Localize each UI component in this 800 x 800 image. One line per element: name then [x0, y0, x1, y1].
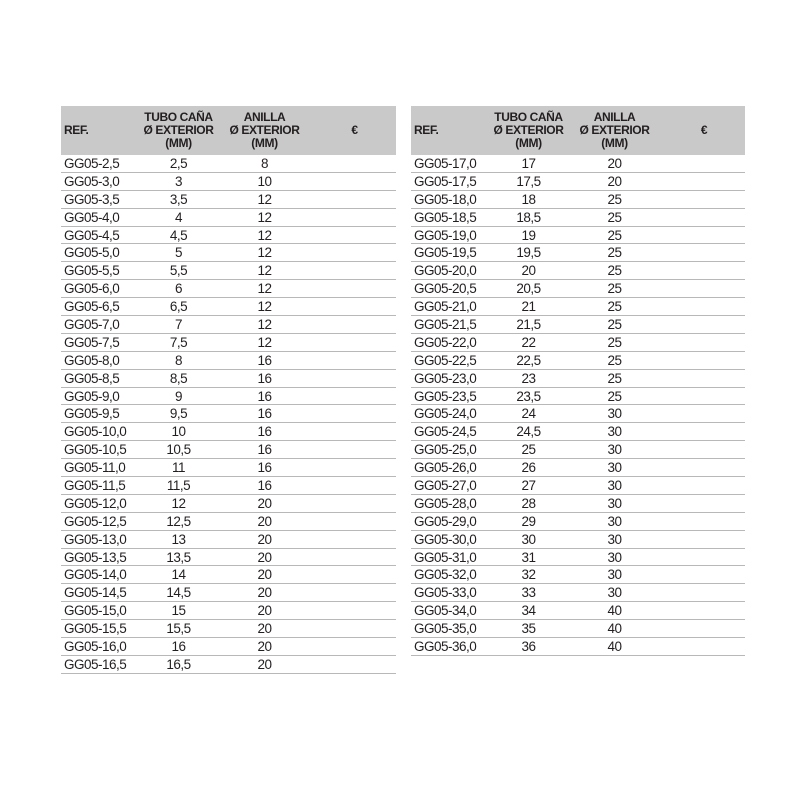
cell-tubo: 19,5 [516, 245, 541, 261]
cell-anilla: 40 [607, 638, 622, 654]
table-row [411, 459, 745, 477]
table-row [411, 352, 745, 370]
table-header [61, 106, 396, 155]
table-row [61, 173, 396, 191]
table-row [411, 620, 745, 638]
table-row [411, 316, 745, 334]
table-row [61, 513, 396, 531]
cell-ref: GG05-12,5 [64, 513, 127, 529]
table-row [411, 280, 745, 298]
cell-tubo: 2,5 [169, 155, 188, 171]
price-table-left [61, 106, 396, 674]
cell-anilla: 16 [257, 477, 272, 493]
cell-anilla: 20 [257, 567, 272, 583]
cell-anilla: 30 [607, 406, 622, 422]
cell-anilla: 20 [257, 513, 272, 529]
table-row [61, 459, 396, 477]
cell-anilla: 25 [607, 352, 622, 368]
table-row [411, 227, 745, 245]
cell-ref: GG05-27,0 [414, 477, 477, 493]
cell-tubo: 21,5 [516, 316, 541, 332]
cell-anilla: 25 [607, 388, 622, 404]
cell-ref: GG05-17,5 [414, 173, 477, 189]
table-row [411, 298, 745, 316]
cell-ref: GG05-13,5 [64, 549, 127, 565]
cell-tubo: 4 [174, 209, 182, 225]
cell-ref: GG05-16,0 [64, 638, 127, 654]
cell-anilla: 30 [607, 585, 622, 601]
cell-ref: GG05-21,0 [414, 299, 477, 315]
cell-anilla: 16 [257, 370, 272, 386]
cell-ref: GG05-11,0 [64, 460, 126, 476]
cell-tubo: 17,5 [516, 173, 541, 189]
cell-anilla: 40 [607, 621, 622, 637]
header-ref: REF. [414, 123, 439, 137]
cell-ref: GG05-3,0 [64, 173, 120, 189]
cell-ref: GG05-20,5 [414, 281, 477, 297]
cell-anilla: 12 [257, 191, 272, 207]
cell-ref: GG05-5,5 [64, 263, 120, 279]
cell-anilla: 20 [257, 656, 272, 672]
cell-anilla: 20 [257, 603, 272, 619]
cell-ref: GG05-15,5 [64, 621, 127, 637]
cell-tubo: 6,5 [169, 299, 188, 315]
cell-anilla: 30 [607, 460, 622, 476]
header-ref: REF. [64, 123, 89, 137]
cell-anilla: 12 [257, 209, 272, 225]
cell-tubo: 11 [171, 460, 185, 476]
cell-anilla: 20 [257, 638, 272, 654]
table-row [61, 334, 396, 352]
table-row [61, 370, 396, 388]
cell-anilla: 12 [257, 245, 272, 261]
cell-anilla: 12 [257, 299, 272, 315]
cell-ref: GG05-12,0 [64, 495, 127, 511]
cell-tubo: 9 [174, 388, 182, 404]
cell-anilla: 25 [607, 263, 622, 279]
cell-tubo: 22 [521, 334, 536, 350]
cell-anilla: 30 [607, 513, 622, 529]
cell-tubo: 7 [174, 316, 182, 332]
table-row [411, 602, 745, 620]
table-row [411, 441, 745, 459]
cell-ref: GG05-22,5 [414, 352, 477, 368]
cell-tubo: 9,5 [169, 406, 188, 422]
cell-ref: GG05-32,0 [414, 567, 477, 583]
cell-anilla: 16 [257, 442, 272, 458]
cell-tubo: 6 [174, 281, 182, 297]
cell-ref: GG05-10,5 [64, 442, 127, 458]
header-tubo: TUBO CAÑA Ø EXTERIOR (MM) [493, 110, 564, 150]
cell-tubo: 13 [171, 531, 186, 547]
cell-anilla: 30 [607, 567, 622, 583]
cell-anilla: 30 [607, 424, 622, 440]
cell-ref: GG05-21,5 [414, 316, 477, 332]
table-row [411, 495, 745, 513]
table-row [411, 477, 745, 495]
price-table-right [411, 106, 745, 656]
cell-tubo: 15,5 [166, 621, 191, 637]
cell-tubo: 4,5 [169, 227, 188, 243]
cell-tubo: 11,5 [166, 477, 191, 493]
cell-ref: GG05-28,0 [414, 495, 477, 511]
cell-ref: GG05-5,0 [64, 245, 120, 261]
cell-anilla: 16 [257, 460, 272, 476]
cell-ref: GG05-4,5 [64, 227, 120, 243]
cell-anilla: 30 [607, 495, 622, 511]
cell-anilla: 20 [257, 549, 272, 565]
cell-tubo: 10 [171, 424, 186, 440]
cell-anilla: 16 [257, 406, 272, 422]
cell-tubo: 8,5 [169, 370, 188, 386]
cell-ref: GG05-26,0 [414, 460, 477, 476]
table-row [411, 155, 745, 173]
cell-ref: GG05-9,5 [64, 406, 120, 422]
cell-tubo: 12,5 [166, 513, 191, 529]
table-row [61, 549, 396, 567]
cell-tubo: 16 [171, 638, 186, 654]
header-eur: € [351, 123, 358, 137]
cell-anilla: 25 [607, 191, 622, 207]
cell-tubo: 23 [521, 370, 536, 386]
cell-tubo: 36 [521, 638, 536, 654]
cell-anilla: 25 [607, 334, 622, 350]
table-row [61, 405, 396, 423]
table-row [411, 549, 745, 567]
cell-tubo: 5 [174, 245, 182, 261]
cell-anilla: 25 [607, 209, 622, 225]
cell-tubo: 24,5 [516, 424, 541, 440]
table-row [61, 656, 396, 674]
cell-tubo: 16,5 [166, 656, 191, 672]
cell-ref: GG05-14,0 [64, 567, 127, 583]
table-row [61, 477, 396, 495]
cell-ref: GG05-33,0 [414, 585, 477, 601]
cell-anilla: 12 [257, 263, 272, 279]
cell-tubo: 22,5 [516, 352, 541, 368]
cell-ref: GG05-13,0 [64, 531, 127, 547]
cell-tubo: 35 [521, 621, 536, 637]
table-row [61, 495, 396, 513]
table-row [411, 209, 745, 227]
cell-ref: GG05-22,0 [414, 334, 477, 350]
table-row [61, 638, 396, 656]
cell-anilla: 25 [607, 227, 622, 243]
cell-tubo: 12 [171, 495, 186, 511]
table-row [411, 173, 745, 191]
table-row [61, 244, 396, 262]
cell-anilla: 30 [607, 549, 622, 565]
cell-ref: GG05-9,0 [64, 388, 120, 404]
cell-tubo: 3,5 [169, 191, 188, 207]
cell-anilla: 30 [607, 531, 622, 547]
table-row [61, 602, 396, 620]
cell-ref: GG05-24,5 [414, 424, 477, 440]
table-row [61, 155, 396, 173]
cell-tubo: 7,5 [169, 334, 188, 350]
table-row [411, 191, 745, 209]
cell-anilla: 8 [260, 155, 268, 171]
table-row [61, 352, 396, 370]
table-row [411, 334, 745, 352]
cell-ref: GG05-19,0 [414, 227, 477, 243]
cell-tubo: 18 [521, 191, 536, 207]
cell-tubo: 30 [521, 531, 536, 547]
cell-ref: GG05-6,5 [64, 299, 120, 315]
cell-anilla: 30 [607, 477, 622, 493]
cell-tubo: 3 [174, 173, 182, 189]
header-tubo: TUBO CAÑA Ø EXTERIOR (MM) [143, 110, 214, 150]
cell-ref: GG05-20,0 [414, 263, 477, 279]
cell-ref: GG05-11,5 [64, 477, 126, 493]
cell-anilla: 12 [257, 227, 272, 243]
header-anilla: ANILLA Ø EXTERIOR (MM) [579, 110, 650, 150]
cell-ref: GG05-14,5 [64, 585, 127, 601]
cell-ref: GG05-25,0 [414, 442, 477, 458]
cell-tubo: 33 [521, 585, 536, 601]
cell-ref: GG05-24,0 [414, 406, 477, 422]
cell-tubo: 24 [521, 406, 536, 422]
cell-anilla: 40 [607, 603, 622, 619]
cell-tubo: 21 [521, 299, 536, 315]
cell-ref: GG05-16,5 [64, 656, 127, 672]
cell-anilla: 25 [607, 370, 622, 386]
table-row [411, 566, 745, 584]
table-row [61, 280, 396, 298]
cell-tubo: 20 [521, 263, 536, 279]
table-row [411, 513, 745, 531]
table-row [411, 405, 745, 423]
cell-ref: GG05-4,0 [64, 209, 120, 225]
cell-ref: GG05-10,0 [64, 424, 127, 440]
table-row [61, 423, 396, 441]
cell-tubo: 34 [521, 603, 536, 619]
table-row [61, 566, 396, 584]
cell-tubo: 23,5 [516, 388, 541, 404]
table-row [61, 209, 396, 227]
cell-anilla: 16 [257, 424, 272, 440]
cell-tubo: 10,5 [166, 442, 191, 458]
table-row [61, 191, 396, 209]
table-row [411, 388, 745, 406]
cell-ref: GG05-18,5 [414, 209, 477, 225]
cell-ref: GG05-3,5 [64, 191, 120, 207]
cell-anilla: 20 [257, 621, 272, 637]
cell-tubo: 27 [521, 477, 536, 493]
table-row [61, 298, 396, 316]
cell-anilla: 12 [257, 334, 272, 350]
cell-anilla: 25 [607, 299, 622, 315]
cell-ref: GG05-34,0 [414, 603, 477, 619]
cell-tubo: 8 [174, 352, 182, 368]
cell-anilla: 25 [607, 281, 622, 297]
cell-tubo: 18,5 [516, 209, 541, 225]
table-body [61, 155, 396, 674]
cell-tubo: 5,5 [169, 263, 188, 279]
cell-tubo: 28 [521, 495, 536, 511]
table-row [411, 370, 745, 388]
cell-ref: GG05-19,5 [414, 245, 477, 261]
table-row [61, 441, 396, 459]
cell-anilla: 20 [257, 531, 272, 547]
cell-tubo: 20,5 [516, 281, 541, 297]
cell-ref: GG05-36,0 [414, 638, 477, 654]
cell-ref: GG05-30,0 [414, 531, 477, 547]
cell-tubo: 14 [171, 567, 186, 583]
cell-anilla: 25 [607, 316, 622, 332]
cell-ref: GG05-2,5 [64, 155, 120, 171]
cell-tubo: 14,5 [166, 585, 191, 601]
cell-tubo: 31 [521, 549, 536, 565]
table-row [411, 638, 745, 656]
table-row [411, 584, 745, 602]
cell-ref: GG05-23,0 [414, 370, 477, 386]
table-row [61, 531, 396, 549]
cell-ref: GG05-29,0 [414, 513, 477, 529]
cell-ref: GG05-8,5 [64, 370, 120, 386]
cell-anilla: 12 [257, 281, 272, 297]
table-row [411, 244, 745, 262]
cell-ref: GG05-15,0 [64, 603, 127, 619]
table-row [61, 227, 396, 245]
table-row [61, 584, 396, 602]
cell-anilla: 16 [257, 352, 272, 368]
cell-ref: GG05-35,0 [414, 621, 477, 637]
header-anilla: ANILLA Ø EXTERIOR (MM) [229, 110, 300, 150]
cell-tubo: 32 [521, 567, 536, 583]
cell-anilla: 20 [257, 585, 272, 601]
table-row [61, 388, 396, 406]
table-row [411, 531, 745, 549]
cell-anilla: 25 [607, 245, 622, 261]
cell-anilla: 30 [607, 442, 622, 458]
cell-ref: GG05-6,0 [64, 281, 120, 297]
cell-ref: GG05-23,5 [414, 388, 477, 404]
cell-anilla: 20 [607, 155, 622, 171]
cell-tubo: 15 [171, 603, 186, 619]
cell-tubo: 25 [521, 442, 536, 458]
table-body [411, 155, 745, 656]
cell-tubo: 13,5 [166, 549, 191, 565]
cell-ref: GG05-8,0 [64, 352, 120, 368]
table-row [61, 316, 396, 334]
cell-ref: GG05-7,0 [64, 316, 120, 332]
table-row [61, 620, 396, 638]
cell-anilla: 16 [257, 388, 272, 404]
table-header [411, 106, 745, 155]
cell-tubo: 17 [521, 155, 536, 171]
table-row [61, 262, 396, 280]
cell-tubo: 29 [521, 513, 536, 529]
cell-tubo: 19 [521, 227, 536, 243]
header-eur: € [700, 123, 708, 137]
cell-anilla: 10 [257, 173, 272, 189]
cell-ref: GG05-17,0 [414, 155, 477, 171]
table-row [411, 262, 745, 280]
cell-ref: GG05-7,5 [64, 334, 120, 350]
cell-anilla: 20 [257, 495, 272, 511]
cell-ref: GG05-18,0 [414, 191, 477, 207]
cell-tubo: 26 [521, 460, 536, 476]
cell-ref: GG05-31,0 [414, 549, 477, 565]
cell-anilla: 20 [607, 173, 622, 189]
table-row [411, 423, 745, 441]
cell-anilla: 12 [257, 316, 272, 332]
